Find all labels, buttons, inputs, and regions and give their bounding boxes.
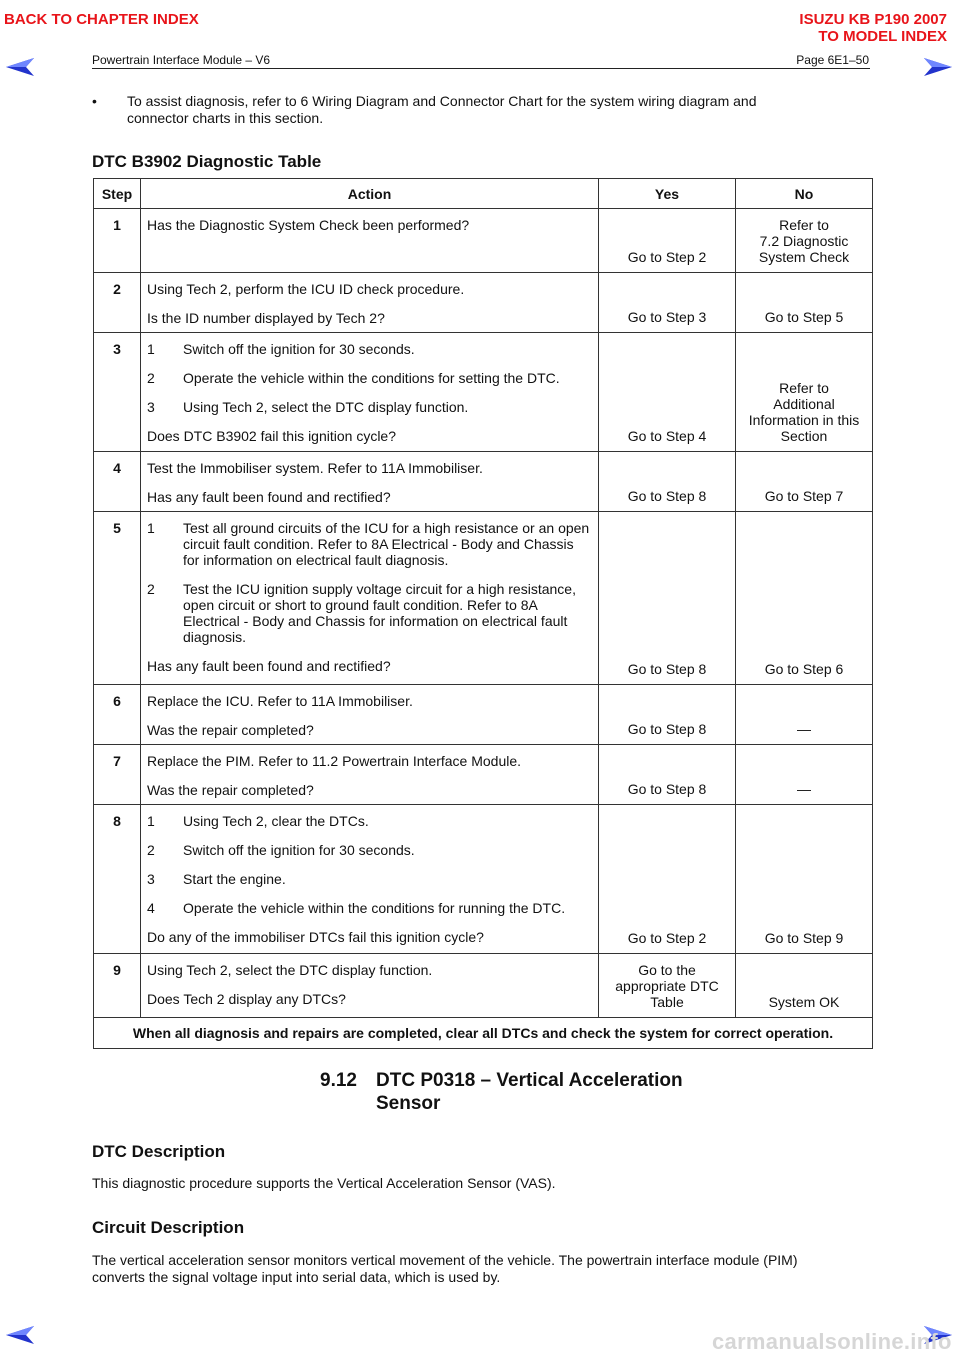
table-row (94, 805, 873, 954)
list-number: 4 (147, 900, 155, 916)
bullet-text (127, 93, 867, 127)
no-line: Refer to (779, 380, 829, 396)
list-number: 1 (147, 520, 155, 536)
yes-cell: Go to Step 8 (599, 685, 736, 745)
action-cell (141, 209, 599, 273)
no-cell: Go to Step 9 (736, 805, 873, 954)
table-row (94, 954, 873, 1018)
action-question: Was the repair completed? (147, 722, 314, 738)
no-line: Information in this (748, 412, 860, 428)
table-footer-row (94, 1018, 873, 1049)
header-rule (92, 68, 870, 69)
action-list-item (147, 370, 592, 386)
list-number: 3 (147, 399, 155, 415)
step-number: 5 (94, 512, 141, 685)
action-list-item (147, 871, 592, 887)
no-line: System Check (758, 249, 850, 265)
yes-line: appropriate DTC (615, 978, 719, 994)
step-number: 3 (94, 333, 141, 452)
no-cell: System OK (736, 954, 873, 1018)
model-title: ISUZU KB P190 2007 (799, 11, 947, 28)
no-cell: — (736, 745, 873, 805)
action-text: Has the Diagnostic System Check been performed? (147, 217, 470, 233)
watermark: carmanualsonline.info (712, 1329, 952, 1354)
table-row (94, 273, 873, 333)
list-text: Using Tech 2, clear the DTCs. (183, 813, 369, 829)
list-text: Operate the vehicle within the conditions for running the DTC. (183, 900, 566, 916)
action-text: Using Tech 2, perform the ICU ID check procedure. (147, 281, 465, 297)
table-row (94, 209, 873, 273)
header-yes: Yes (599, 179, 736, 209)
running-header-title: Powertrain Interface Module – V6 (92, 53, 271, 67)
list-text: Using Tech 2, select the DTC display function. (183, 399, 469, 415)
no-line: 7.2 Diagnostic (759, 233, 849, 249)
list-text: Test all ground circuits of the ICU for a high resistance or an open circuit fault condition. Refer to 8A Electrical - Body and Chassis for information on electrical fault diagnosis. (183, 520, 590, 568)
step-number: 9 (94, 954, 141, 1018)
step-number: 1 (94, 209, 141, 273)
table-header-row (94, 179, 873, 209)
list-text: Start the engine. (183, 871, 286, 887)
action-list-item (147, 341, 592, 357)
action-cell (141, 452, 599, 512)
table-row (94, 333, 873, 452)
bullet-line-2: connector charts in this section. (127, 110, 324, 126)
table-title: DTC B3902 Diagnostic Table (92, 152, 322, 171)
yes-cell: Go to Step 4 (599, 333, 736, 452)
to-model-index-label: TO MODEL INDEX (818, 28, 947, 45)
back-to-chapter-index-link[interactable]: BACK TO CHAPTER INDEX (4, 11, 199, 28)
list-number: 1 (147, 813, 155, 829)
action-cell (141, 512, 599, 685)
list-text: Switch off the ignition for 30 seconds. (183, 341, 415, 357)
action-list-item (147, 520, 592, 568)
yes-line: Table (650, 994, 684, 1010)
action-question: Has any fault been found and rectified? (147, 658, 391, 674)
no-cell: — (736, 685, 873, 745)
next-page-arrow-icon[interactable] (922, 56, 954, 78)
table-footer-note: When all diagnosis and repairs are completed, clear all DTCs and check the system for correct operation. (94, 1018, 873, 1049)
action-cell (141, 333, 599, 452)
action-question: Has any fault been found and rectified? (147, 489, 391, 505)
section-title-line-1: DTC P0318 – Vertical Acceleration (376, 1070, 683, 1091)
circuit-line-2: converts the signal voltage input into serial data, which is used by. (92, 1269, 501, 1285)
no-line: Refer to (779, 217, 829, 233)
header-action: Action (141, 179, 599, 209)
circuit-description-heading: Circuit Description (92, 1218, 245, 1237)
yes-cell: Go to Step 3 (599, 273, 736, 333)
step-number: 8 (94, 805, 141, 954)
action-list-item (147, 900, 592, 916)
model-index-link[interactable] (799, 11, 947, 45)
no-cell (736, 333, 873, 452)
section-title-line-2: Sensor (376, 1093, 441, 1114)
dtc-description-heading: DTC Description (92, 1142, 226, 1161)
step-number: 7 (94, 745, 141, 805)
table-row (94, 452, 873, 512)
action-list-item (147, 813, 592, 829)
prev-page-arrow-icon[interactable] (4, 1324, 36, 1346)
list-number: 2 (147, 842, 155, 858)
action-question: Do any of the immobiliser DTCs fail this ignition cycle? (147, 929, 484, 945)
action-question: Does DTC B3902 fail this ignition cycle? (147, 428, 397, 444)
action-list-item (147, 842, 592, 858)
yes-cell: Go to Step 2 (599, 209, 736, 273)
prev-page-arrow-icon[interactable] (4, 56, 36, 78)
yes-line: Go to the (638, 962, 696, 978)
yes-cell: Go to Step 8 (599, 452, 736, 512)
bullet-point: • (92, 93, 97, 109)
step-number: 4 (94, 452, 141, 512)
action-text: Replace the ICU. Refer to 11A Immobiliser. (147, 693, 413, 709)
action-list-item (147, 581, 592, 645)
yes-cell: Go to Step 8 (599, 745, 736, 805)
no-line: Section (780, 428, 828, 444)
list-text: Switch off the ignition for 30 seconds. (183, 842, 415, 858)
circuit-description-text (92, 1252, 872, 1286)
no-cell: Go to Step 5 (736, 273, 873, 333)
diagnostic-table (93, 178, 873, 1049)
section-title (376, 1069, 683, 1115)
yes-cell: Go to Step 2 (599, 805, 736, 954)
action-list-item (147, 399, 592, 415)
bullet-line-1: To assist diagnosis, refer to 6 Wiring Diagram and Connector Chart for the system wiring diagram and (127, 93, 757, 109)
list-number: 2 (147, 370, 155, 386)
action-cell (141, 954, 599, 1018)
no-cell: Go to Step 6 (736, 512, 873, 685)
list-number: 1 (147, 341, 155, 357)
list-text: Test the ICU ignition supply voltage circuit for a high resistance, open circuit or short to ground fault condition. Refer to 8A Electrical - Body and Chassis for information on electrical fault diagnosis. (183, 581, 576, 645)
action-text: Test the Immobiliser system. Refer to 11A Immobiliser. (147, 460, 483, 476)
action-question: Was the repair completed? (147, 782, 314, 798)
step-number: 2 (94, 273, 141, 333)
list-text: Operate the vehicle within the conditions for setting the DTC. (183, 370, 560, 386)
no-cell (736, 209, 873, 273)
yes-cell: Go to Step 8 (599, 512, 736, 685)
table-row (94, 745, 873, 805)
dtc-description-text: This diagnostic procedure supports the Vertical Acceleration Sensor (VAS). (92, 1175, 556, 1191)
list-number: 3 (147, 871, 155, 887)
no-line: Additional (773, 396, 835, 412)
action-cell (141, 273, 599, 333)
action-cell (141, 745, 599, 805)
action-cell (141, 805, 599, 954)
header-step: Step (94, 179, 141, 209)
page-number: Page 6E1–50 (796, 53, 869, 67)
circuit-line-1: The vertical acceleration sensor monitors vertical movement of the vehicle. The powertrain interface module (PIM) (92, 1252, 798, 1268)
action-question: Is the ID number displayed by Tech 2? (147, 310, 385, 326)
action-cell (141, 685, 599, 745)
section-number: 9.12 (320, 1070, 357, 1091)
list-number: 2 (147, 581, 155, 597)
table-row (94, 512, 873, 685)
header-no: No (736, 179, 873, 209)
action-question: Does Tech 2 display any DTCs? (147, 991, 346, 1007)
action-text: Using Tech 2, select the DTC display function. (147, 962, 433, 978)
action-text: Replace the PIM. Refer to 11.2 Powertrain Interface Module. (147, 753, 522, 769)
step-number: 6 (94, 685, 141, 745)
yes-cell (599, 954, 736, 1018)
no-cell: Go to Step 7 (736, 452, 873, 512)
table-row (94, 685, 873, 745)
